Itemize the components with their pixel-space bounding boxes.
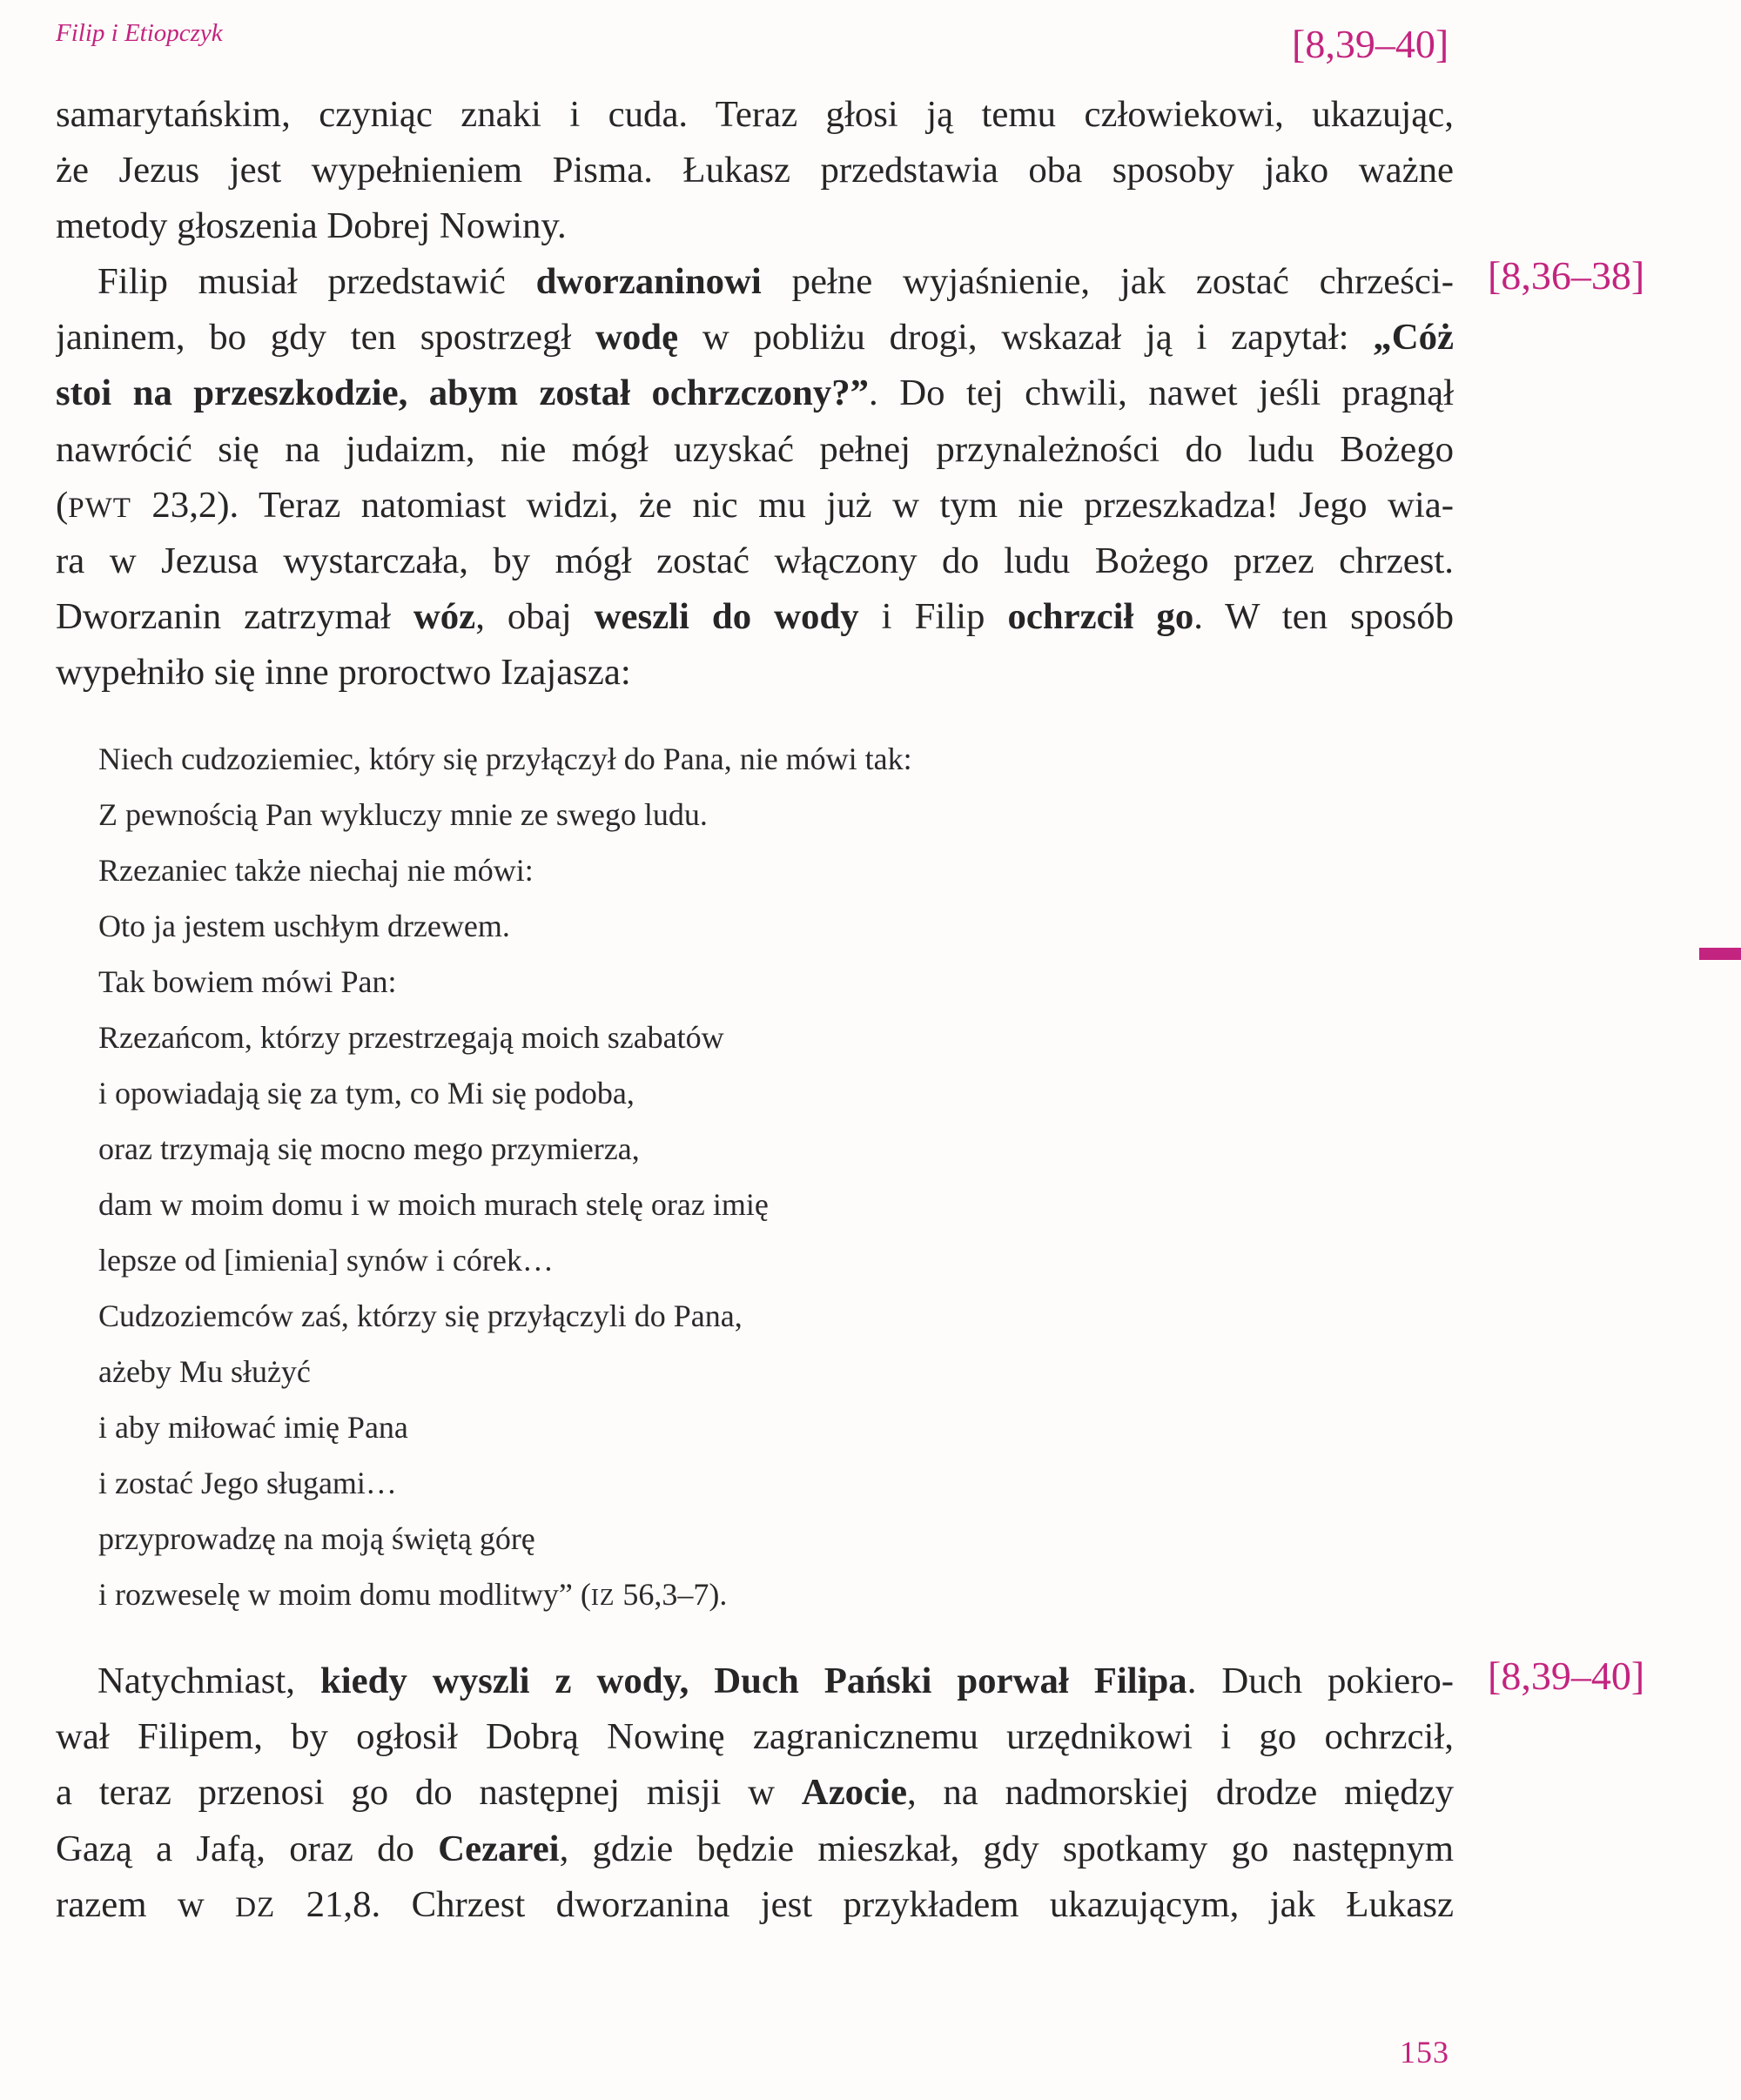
quote-line: lepsze od [imienia] synów i córek… [98,1243,554,1278]
page-number: 153 [1400,2035,1449,2070]
text-line: wypełniło się inne proroctwo Izajasza: [56,652,631,694]
quote-line: ażeby Mu służyć [98,1354,311,1389]
text-line: metody głoszenia Dobrej Nowiny. [56,205,567,247]
paragraph-2 [56,254,1454,701]
text-line: Natychmiast, kiedy wyszli z wody, Duch Pański porwał Filipa. Duch pokiero- [97,1661,1454,1701]
chapter-edge-tab [1699,948,1741,960]
text-line: wał Filipem, by ogłosił Dobrą Nowinę zagranicznemu urzędnikowi i go ochrzcił, [56,1716,1454,1758]
quote-line: i aby miłować imię Pana [98,1410,408,1445]
running-head-title: Filip i Etiopczyk [56,19,223,47]
quote-line: Cudzoziemców zaś, którzy się przyłączyli do Pana, [98,1298,743,1333]
header-verse-ref: [8,39–40] [1292,22,1449,66]
quote-line: Tak bowiem mówi Pan: [98,964,397,999]
margin-verse-ref: [8,36–38] [1488,253,1645,298]
text-line: janinem, bo gdy ten spostrzegł wodę w pobliżu drogi, wskazał ją i zapytał: „Cóż [56,317,1454,359]
quote-line: Oto ja jestem uschłym drzewem. [98,909,510,943]
quote-line: Z pewnością Pan wykluczy mnie ze swego ludu. [98,797,708,832]
paragraph-1 [56,87,1454,255]
text-line: nawrócić się na judaizm, nie mógł uzyskać pełnej przynależności do ludu Bożego [56,428,1454,470]
quote-line: Rzezaniec także niechaj nie mówi: [98,853,534,888]
text-line: Dworzanin zatrzymał wóz, obaj weszli do wody i Filip ochrzcił go. W ten sposób [56,596,1454,638]
text-line: stoi na przeszkodzie, abym został ochrzczony?”. Do tej chwili, nawet jeśli pragnął [56,372,1454,414]
paragraph-3 [56,1654,1454,1933]
isaiah-quote [98,731,912,1622]
text-line: (PWT 23,2). Teraz natomiast widzi, że nic mu już w tym nie przeszkadza! Jego wia- [56,484,1454,526]
quote-line: Rzezańcom, którzy przestrzegają moich szabatów [98,1020,724,1055]
text-line: razem w DZ 21,8. Chrzest dworzanina jest przykładem ukazującym, jak Łukasz [56,1883,1454,1925]
text-line: samarytańskim, czyniąc znaki i cuda. Teraz głosi ją temu człowiekowi, ukazując, [56,94,1454,135]
margin-verse-ref-2: [8,39–40] [1488,1654,1645,1698]
text-line: a teraz przenosi go do następnej misji w Azocie, na nadmorskiej drodze między [56,1772,1454,1814]
quote-line: i zostać Jego sługami… [98,1466,397,1500]
text-line: że Jezus jest wypełnieniem Pisma. Łukasz przedstawia oba sposoby jako ważne [56,150,1454,191]
quote-line: i rozweselę w moim domu modlitwy” (IZ 56,3–7). [98,1577,728,1612]
quote-line: przyprowadzę na moją świętą górę [98,1521,535,1556]
quote-line: Niech cudzoziemiec, który się przyłączył do Pana, nie mówi tak: [98,741,912,776]
quote-line: oraz trzymają się mocno mego przymierza, [98,1131,640,1166]
quote-line: dam w moim domu i w moich murach stelę oraz imię [98,1187,769,1222]
text-line: ra w Jezusa wystarczała, by mógł zostać włączony do ludu Bożego przez chrzest. [56,540,1454,581]
text-line: Gazą a Jafą, oraz do Cezarei, gdzie będzie mieszkał, gdy spotkamy go następnym [56,1828,1454,1869]
quote-line: i opowiadają się za tym, co Mi się podoba, [98,1076,635,1110]
text-line: Filip musiał przedstawić dworzaninowi pełne wyjaśnienie, jak zostać chrześci- [97,261,1454,302]
